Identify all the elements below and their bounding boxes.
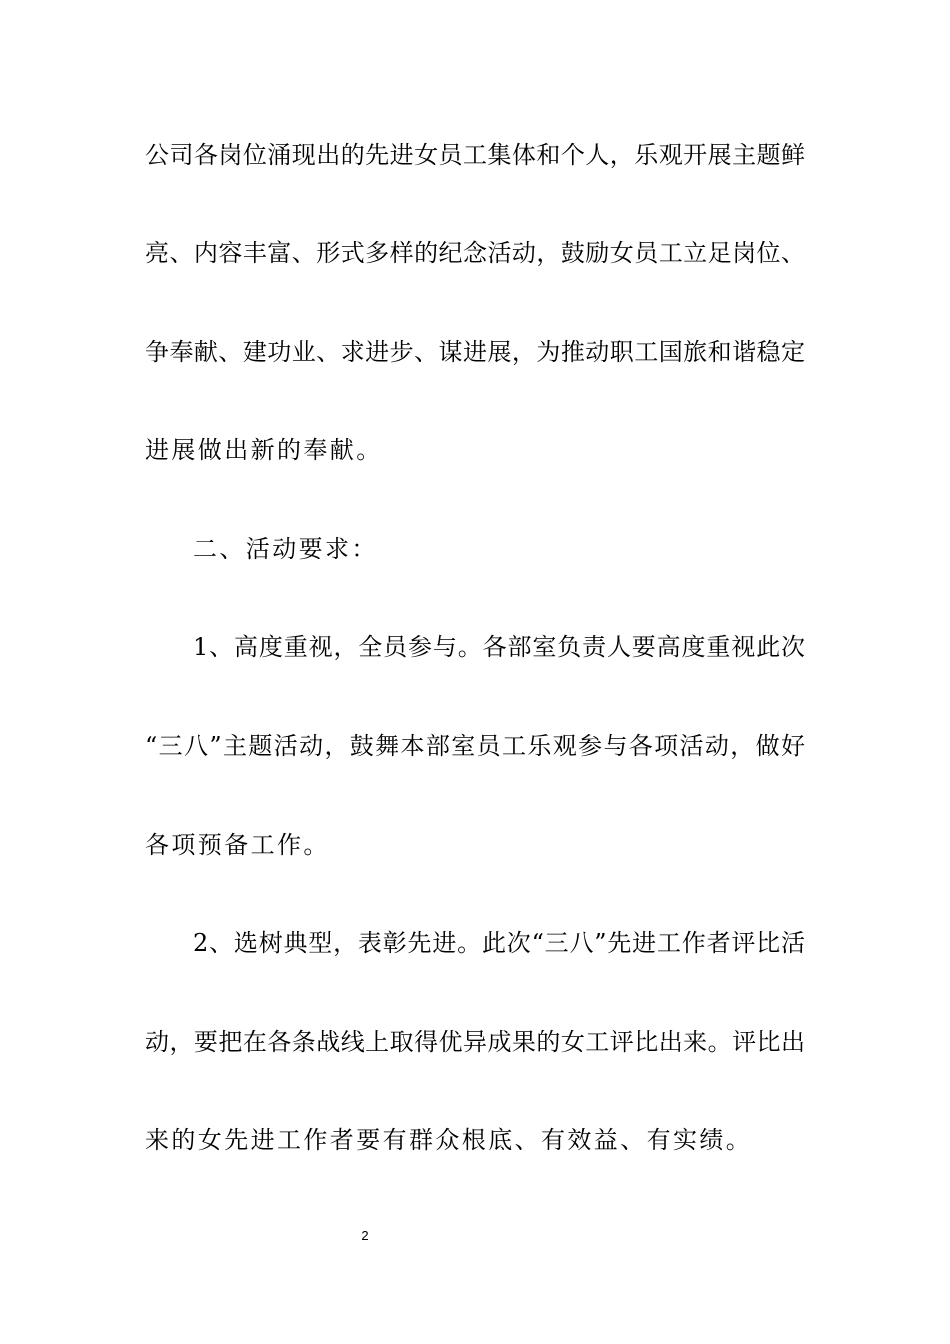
requirement-1-line-1: 1、高度重视，全员参与。各部室负责人要高度重视此次 (193, 633, 805, 661)
requirement-1-line-2: “三八”主题活动，鼓舞本部室员工乐观参与各项活动，做好 (145, 732, 805, 760)
paragraph-1-line-1: 公司各岗位涌现出的先进女员工集体和个人，乐观开展主题鲜 (145, 141, 805, 169)
requirement-2-line-3: 来的女先进工作者要有群众根底、有效益、有实绩。 (145, 1126, 753, 1154)
requirement-2-line-1: 2、选树典型，表彰先进。此次“三八”先进工作者评比活 (193, 929, 805, 957)
section-heading-activity-requirements: 二、活动要求： (193, 535, 378, 563)
page-number: 2 (361, 1228, 369, 1243)
paragraph-1-line-2: 亮、内容丰富、形式多样的纪念活动，鼓励女员工立足岗位、 (145, 239, 805, 267)
requirement-2-line-2: 动，要把在各条战线上取得优异成果的女工评比出来。评比出 (145, 1028, 805, 1056)
paragraph-1-line-4: 进展做出新的奉献。 (145, 436, 383, 464)
requirement-1-line-3: 各项预备工作。 (145, 831, 330, 859)
paragraph-1-line-3: 争奉献、建功业、求进步、谋进展，为推动职工国旅和谐稳定 (145, 338, 805, 366)
